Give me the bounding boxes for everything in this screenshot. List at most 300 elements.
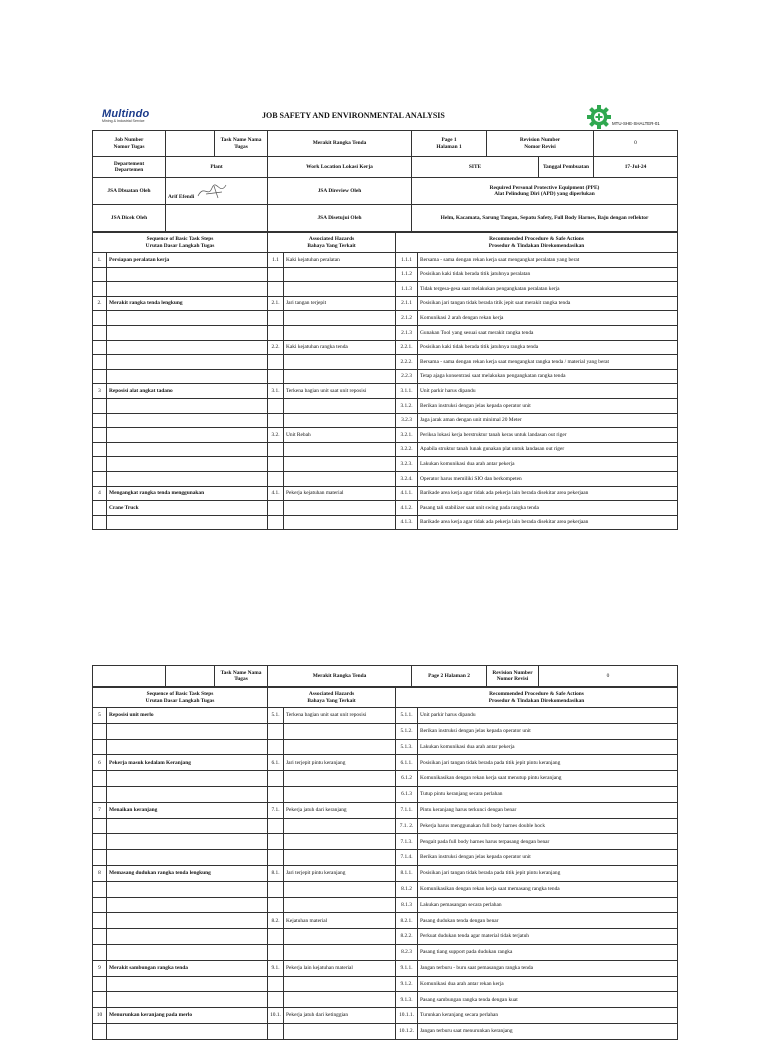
- action-text: Jangan terburu saat menurunkan keranjang: [418, 1023, 678, 1039]
- jsa-review-label: JSA Direview Oleh: [268, 178, 412, 205]
- hazard-text: Kaki kejatuhan rangka tenda: [284, 340, 396, 355]
- logo-name: Multindo: [102, 108, 150, 120]
- hazard-text: Unit Rebah: [284, 428, 396, 443]
- work-location-label: Work Location Lokasi Kerja: [268, 157, 412, 178]
- company-logo: [102, 108, 149, 123]
- hazard-number: [268, 442, 284, 457]
- task-name-value: Merakit Rangka Tenda: [268, 131, 412, 157]
- step-number: [93, 311, 107, 326]
- step-text: Persiapan peralatan kerja: [107, 253, 268, 268]
- action-number: 6.1.1.: [396, 755, 418, 771]
- hazard-text: Kejatuhan material: [284, 913, 396, 929]
- step-number: [93, 771, 107, 787]
- hazard-number: 6.1.: [268, 755, 284, 771]
- hazard-number: [268, 311, 284, 326]
- hazard-number: [268, 834, 284, 850]
- action-text: Komunikasikan dengan rekan kerja saat memasang rangka tenda: [418, 881, 678, 897]
- page1-rows: [93, 253, 678, 530]
- step-text: [107, 881, 268, 897]
- step-number: [93, 913, 107, 929]
- step-number: 3: [93, 384, 107, 399]
- action-text: Berikan instruksi dengan jelas kepada operator unit: [418, 723, 678, 739]
- action-text: Lakukan komunikasi dua arah antar pekerja: [418, 457, 678, 472]
- action-number: 2.1.1: [396, 296, 418, 311]
- action-number: 8.2.2.: [396, 929, 418, 945]
- action-number: 3.1.1.: [396, 384, 418, 399]
- step-text: [107, 457, 268, 472]
- action-text: Pasang tiang support pada dudukan rangka: [418, 944, 678, 960]
- step-number: [93, 369, 107, 384]
- table-row: [93, 881, 678, 897]
- action-text: Periksa lokasi kerja berstruktur tanah keras untuk landasan out riger: [418, 428, 678, 443]
- action-text: Jaga jarak aman dengan unit minimal 20 Meter: [418, 413, 678, 428]
- document-title: JOB SAFETY AND ENVIRONMENTAL ANALYSIS: [262, 111, 445, 120]
- hazard-text: Pekerja jatuh dari ketinggian: [284, 1008, 396, 1024]
- hazard-number: [268, 413, 284, 428]
- table-row: [93, 442, 678, 457]
- hazard-number: [268, 771, 284, 787]
- step-number: [93, 992, 107, 1008]
- step-text: [107, 267, 268, 282]
- action-text: Berikan instruksi dengan jelas kepada operator unit: [418, 850, 678, 866]
- action-number: 3.1.2.: [396, 398, 418, 413]
- step-text: Menurunkan keranjang pada merlo: [107, 1008, 268, 1024]
- hazard-number: 1.1: [268, 253, 284, 268]
- hazard-text: Pekerja lain kejatuhan material: [284, 960, 396, 976]
- revision-label: Revision Number Nomor Revisi: [487, 131, 594, 157]
- page2-revision-label: Revision Number Nomor Revisi: [487, 666, 539, 687]
- action-text: Tutup pintu keranjang secara perlahan: [418, 786, 678, 802]
- col-hazards-header: Associated Hazards Bahaya Yang Terkait: [268, 233, 396, 253]
- step-number: [93, 267, 107, 282]
- page-label: Page 1 Halaman 1: [412, 131, 487, 157]
- step-number: 8: [93, 865, 107, 881]
- hazard-text: [284, 739, 396, 755]
- step-number: 9: [93, 960, 107, 976]
- step-text: [107, 413, 268, 428]
- hazard-number: 5.1.: [268, 708, 284, 724]
- step-number: 6: [93, 755, 107, 771]
- action-text: Barikade area kerja agar tidak ada pekerja lain berada disekitar area pekerjaan: [418, 515, 678, 530]
- action-number: 9.1.3.: [396, 992, 418, 1008]
- ppe-label: Required Personal Protective Equipment (PPE) Alat Pelindung Diri (APD) yang diperlukan: [412, 178, 678, 205]
- table-row: [93, 369, 678, 384]
- table-row: [93, 311, 678, 326]
- hazard-number: [268, 850, 284, 866]
- hazard-text: Jari terjepit pintu keranjang: [284, 865, 396, 881]
- step-text: [107, 471, 268, 486]
- step-text: [107, 913, 268, 929]
- hazard-text: [284, 1023, 396, 1039]
- step-number: 1.: [93, 253, 107, 268]
- step-number: [93, 944, 107, 960]
- table-row: [93, 929, 678, 945]
- step-number: [93, 355, 107, 370]
- hazard-number: [268, 282, 284, 297]
- table-row: [93, 897, 678, 913]
- step-text: Reposisi unit merlo: [107, 708, 268, 724]
- hazard-text: [284, 723, 396, 739]
- hazard-number: 8.2.: [268, 913, 284, 929]
- hazard-number: 4.1.: [268, 486, 284, 501]
- hazard-number: [268, 501, 284, 516]
- table-row: [93, 296, 678, 311]
- step-number: [93, 850, 107, 866]
- hazard-text: [284, 413, 396, 428]
- page1-steps-table: [92, 232, 678, 530]
- hazard-number: [268, 325, 284, 340]
- table-row: [93, 1023, 678, 1039]
- step-text: [107, 992, 268, 1008]
- date-label: Tanggal Pembuatan: [539, 157, 594, 178]
- action-number: 6.1.3: [396, 786, 418, 802]
- table-row: [93, 413, 678, 428]
- document-code: MTU-SHE-SHALTER-01: [612, 121, 660, 126]
- action-number: 2.1.3: [396, 325, 418, 340]
- action-text: Tetap ajaga konsentrasi saat melakukan pengangkatan rangka tenda: [418, 369, 678, 384]
- table-row: [93, 501, 678, 516]
- action-text: Operator harus memiliki SIO dan berkompeten: [418, 471, 678, 486]
- table-row: [93, 913, 678, 929]
- hazard-number: [268, 723, 284, 739]
- step-number: 5: [93, 708, 107, 724]
- action-number: 10.1.2.: [396, 1023, 418, 1039]
- step-number: [93, 340, 107, 355]
- page2-blank-1: [93, 666, 166, 687]
- action-number: 1.1.1: [396, 253, 418, 268]
- hazard-number: [268, 515, 284, 530]
- table-row: [93, 253, 678, 268]
- action-number: 4.1.1.: [396, 486, 418, 501]
- action-text: Posisikan kaki tidak berada titik jatuhnya peralatan: [418, 267, 678, 282]
- step-number: [93, 897, 107, 913]
- step-text: Crane Truck: [107, 501, 268, 516]
- hazard-text: [284, 850, 396, 866]
- action-text: Posisikan kaki tidak berada titik jatuhnya rangka tenda: [418, 340, 678, 355]
- table-row: [93, 802, 678, 818]
- step-number: [93, 976, 107, 992]
- step-text: [107, 442, 268, 457]
- action-number: 5.1.1.: [396, 708, 418, 724]
- step-text: Reposisi alat angkat tadano: [107, 384, 268, 399]
- page2-steps-table: [92, 687, 678, 1040]
- page1-header-table: [92, 130, 678, 232]
- action-text: Komunikasikan dengan rekan kerja saat menutup pintu keranjang: [418, 771, 678, 787]
- table-row: [93, 384, 678, 399]
- action-text: Barikade area kerja agar tidak ada pekerja lain berada disekitar area pekerjaan: [418, 486, 678, 501]
- hazard-number: [268, 1023, 284, 1039]
- page2-revision-value: 0: [539, 666, 678, 687]
- step-text: [107, 771, 268, 787]
- col-actions-header: Recommended Procedure & Safe Actions Prosedur & Tindakan Direkomendasikan: [396, 233, 678, 253]
- action-number: 7.1.3.: [396, 834, 418, 850]
- step-text: [107, 355, 268, 370]
- action-number: 10.1.1.: [396, 1008, 418, 1024]
- action-text: Bersama - sama dengan rekan kerja saat mengangkat rangka tenda / material yang berat: [418, 355, 678, 370]
- step-number: 10: [93, 1008, 107, 1024]
- action-text: Posisikan jari tangan tidak berada pada titik jepit pintu keranjang: [418, 755, 678, 771]
- hazard-text: [284, 881, 396, 897]
- action-number: 4.1.2.: [396, 501, 418, 516]
- step-text: [107, 398, 268, 413]
- step-text: [107, 325, 268, 340]
- step-number: [93, 786, 107, 802]
- hazard-text: [284, 282, 396, 297]
- action-text: Unit parkir harus dipandu: [418, 708, 678, 724]
- hazard-text: Pekerja jatuh dari keranjang: [284, 802, 396, 818]
- table-row: [93, 340, 678, 355]
- table-row: [93, 355, 678, 370]
- action-text: Lakukan pemasangan secara perlahan: [418, 897, 678, 913]
- hazard-number: [268, 818, 284, 834]
- hazard-text: [284, 325, 396, 340]
- action-text: Gunakan Tool yang sesuai saat merakit rangka tenda: [418, 325, 678, 340]
- step-text: [107, 428, 268, 443]
- step-text: [107, 723, 268, 739]
- table-row: [93, 457, 678, 472]
- revision-value: 0: [594, 131, 678, 157]
- hazard-number: [268, 992, 284, 1008]
- hazard-number: 7.1.: [268, 802, 284, 818]
- action-number: 7.1. 2.: [396, 818, 418, 834]
- step-text: [107, 340, 268, 355]
- hazard-number: [268, 739, 284, 755]
- action-number: 8.1.3: [396, 897, 418, 913]
- table-row: [93, 865, 678, 881]
- step-number: [93, 1023, 107, 1039]
- step-text: Memasang dudukan rangka tenda lengkung: [107, 865, 268, 881]
- step-text: [107, 929, 268, 945]
- hazard-number: [268, 881, 284, 897]
- hazard-number: [268, 457, 284, 472]
- table-row: [93, 428, 678, 443]
- hazard-text: [284, 442, 396, 457]
- hazard-text: [284, 471, 396, 486]
- hazard-number: [268, 369, 284, 384]
- hazard-text: Jari terjepit pintu keranjang: [284, 755, 396, 771]
- step-number: [93, 428, 107, 443]
- hazard-text: Terkena bagian unit saat unit reposisi: [284, 384, 396, 399]
- action-text: Unit parkir harus dipandu: [418, 384, 678, 399]
- table-row: [93, 976, 678, 992]
- hazard-number: 3.1.: [268, 384, 284, 399]
- table-row: [93, 723, 678, 739]
- action-number: 4.1.3.: [396, 515, 418, 530]
- hazard-text: [284, 355, 396, 370]
- task-name-label: Task Name Nama Tugas: [215, 131, 268, 157]
- step-number: [93, 723, 107, 739]
- hazard-number: 2.2.: [268, 340, 284, 355]
- step-number: [93, 282, 107, 297]
- hazard-number: 10.1.: [268, 1008, 284, 1024]
- table-row: [93, 398, 678, 413]
- action-text: Berikan instruksi dengan jelas kepada operator unit: [418, 398, 678, 413]
- jsa-made-cell: [166, 178, 268, 205]
- step-text: [107, 818, 268, 834]
- action-text: Komunikasi 2 arah dengan rekan kerja: [418, 311, 678, 326]
- hazard-number: 9.1.: [268, 960, 284, 976]
- hazard-number: [268, 786, 284, 802]
- action-number: 3.2.4.: [396, 471, 418, 486]
- step-number: [93, 739, 107, 755]
- action-number: 2.1.2: [396, 311, 418, 326]
- hazard-number: [268, 398, 284, 413]
- hazard-text: [284, 944, 396, 960]
- page2-header-table: [92, 665, 678, 687]
- table-row: [93, 850, 678, 866]
- step-number: [93, 515, 107, 530]
- logo-tagline: Mining & Industrial Service: [102, 119, 145, 123]
- table-row: [93, 739, 678, 755]
- page2-col-actions-header: Recommended Procedure & Safe Actions Prosedur & Tindakan Direkomendasikan: [396, 688, 678, 708]
- step-number: [93, 501, 107, 516]
- action-text: Pasang dudukan tenda dengan benar: [418, 913, 678, 929]
- hazard-number: 8.1.: [268, 865, 284, 881]
- step-number: [93, 471, 107, 486]
- jsa-check-label: JSA Dicek Oleh: [93, 205, 166, 232]
- table-row: [93, 1008, 678, 1024]
- step-text: [107, 850, 268, 866]
- hazard-text: Pekerja kejatuhan material: [284, 486, 396, 501]
- action-text: Pasang tali stabilizer saat unit swing pada rangka tenda: [418, 501, 678, 516]
- action-text: Bersama - sama dengan rekan kerja saat mengangkat peralatan yang berat: [418, 253, 678, 268]
- action-number: 6.1.2: [396, 771, 418, 787]
- step-text: [107, 976, 268, 992]
- step-text: Merakit sambungan rangka tenda: [107, 960, 268, 976]
- action-number: 8.1.2: [396, 881, 418, 897]
- hazard-number: [268, 897, 284, 913]
- step-text: [107, 282, 268, 297]
- hazard-text: [284, 457, 396, 472]
- hazard-text: [284, 398, 396, 413]
- step-text: [107, 739, 268, 755]
- jsa-page-2: [92, 665, 677, 1040]
- hazard-number: [268, 944, 284, 960]
- table-row: [93, 708, 678, 724]
- table-row: [93, 486, 678, 501]
- ppe-items: Helm, Kacamata, Sarung Tangan, Sepatu Safety, Full Body Harnes, Baju dengan reflektor: [412, 205, 678, 232]
- page2-task-name-label: Task Name Nama Tugas: [215, 666, 268, 687]
- page2-blank-2: [166, 666, 215, 687]
- hazard-text: Terkena bagian unit saat unit reposisi: [284, 708, 396, 724]
- page2-col-hazards-header: Associated Hazards Bahaya Yang Terkait: [268, 688, 396, 708]
- step-number: [93, 413, 107, 428]
- table-row: [93, 471, 678, 486]
- action-number: 9.1.2.: [396, 976, 418, 992]
- step-text: [107, 786, 268, 802]
- hazard-number: [268, 267, 284, 282]
- step-text: Merakit rangka tenda lengkung: [107, 296, 268, 311]
- step-number: [93, 442, 107, 457]
- job-number-value: [166, 131, 215, 157]
- action-number: 8.2.1.: [396, 913, 418, 929]
- hazard-text: [284, 501, 396, 516]
- hazard-text: [284, 771, 396, 787]
- action-text: Pintu keranjang harus terkunci dengan benar: [418, 802, 678, 818]
- action-text: Tidak tergesa-gesa saat melakukan pengangkatan peralatan kerja: [418, 282, 678, 297]
- action-number: 3.2.3: [396, 413, 418, 428]
- date-value: 17-Jul-24: [594, 157, 678, 178]
- action-number: 7.1.1.: [396, 802, 418, 818]
- action-text: Pasang sambungan rangka tenda dengan kuat: [418, 992, 678, 1008]
- step-number: [93, 325, 107, 340]
- hazard-text: [284, 786, 396, 802]
- action-number: 2.2.2.: [396, 355, 418, 370]
- hazard-text: Kaki kejatuhan peralatan: [284, 253, 396, 268]
- department-value: Plant: [166, 157, 268, 178]
- action-number: 8.1.1.: [396, 865, 418, 881]
- action-text: Perkuat dudukan tenda agar material tidak terjatuh: [418, 929, 678, 945]
- hazard-number: 3.2.: [268, 428, 284, 443]
- page2-task-name-value: Merakit Rangka Tenda: [268, 666, 412, 687]
- step-number: 4: [93, 486, 107, 501]
- table-row: [93, 325, 678, 340]
- action-number: 2.2.3: [396, 369, 418, 384]
- step-text: [107, 944, 268, 960]
- hazard-number: [268, 471, 284, 486]
- table-row: [93, 992, 678, 1008]
- table-row: [93, 771, 678, 787]
- table-row: [93, 282, 678, 297]
- action-number: 1.1.2: [396, 267, 418, 282]
- action-number: 3.2.3.: [396, 457, 418, 472]
- hazard-text: [284, 976, 396, 992]
- step-text: [107, 311, 268, 326]
- jsa-page-1: [92, 130, 677, 530]
- action-text: Lakukan komunikasi dua arah antar pekerja: [418, 739, 678, 755]
- action-number: 8.2.3: [396, 944, 418, 960]
- table-row: [93, 515, 678, 530]
- table-row: [93, 944, 678, 960]
- step-text: Pekerja masuk kedalam Keranjang: [107, 755, 268, 771]
- action-number: 3.2.2.: [396, 442, 418, 457]
- hazard-text: [284, 818, 396, 834]
- hazard-number: [268, 976, 284, 992]
- hazard-text: [284, 267, 396, 282]
- action-text: Posisikan jari tangan tidak berada titik jepit saat merakit rangka tenda: [418, 296, 678, 311]
- job-number-label: Job Number Nomor Tugas: [93, 131, 166, 157]
- hazard-text: [284, 369, 396, 384]
- hazard-text: [284, 897, 396, 913]
- action-text: Pengait pada full body harnes harus terpasang dengan benar: [418, 834, 678, 850]
- step-number: 7: [93, 802, 107, 818]
- hazard-text: [284, 992, 396, 1008]
- step-number: [93, 881, 107, 897]
- col-steps-header: Sequence of Basic Task Steps Urutan Dasar Langkah Tugas: [93, 233, 268, 253]
- page2-page-label: Page 2 Halaman 2: [412, 666, 487, 687]
- hazard-text: [284, 515, 396, 530]
- action-number: 9.1.1.: [396, 960, 418, 976]
- action-text: Pekerja harus menggunakan full body harnes double hock: [418, 818, 678, 834]
- step-text: [107, 834, 268, 850]
- step-number: [93, 834, 107, 850]
- step-text: [107, 1023, 268, 1039]
- signature-image: [196, 182, 230, 200]
- table-row: [93, 834, 678, 850]
- jsa-made-label: JSA Dbuatan Oleh: [93, 178, 166, 205]
- step-text: [107, 369, 268, 384]
- action-text: Posisikan jari tangan tidak berada pada titik jepit pintu keranjang: [418, 865, 678, 881]
- table-row: [93, 960, 678, 976]
- step-number: [93, 929, 107, 945]
- action-text: Apabila struktur tanah lunak gunakan plat untuk landasan out riger: [418, 442, 678, 457]
- step-text: [107, 515, 268, 530]
- work-location-value: SITE: [412, 157, 539, 178]
- action-number: 2.2.1.: [396, 340, 418, 355]
- action-number: 5.1.3.: [396, 739, 418, 755]
- step-text: Menaikan keranjang: [107, 802, 268, 818]
- table-row: [93, 818, 678, 834]
